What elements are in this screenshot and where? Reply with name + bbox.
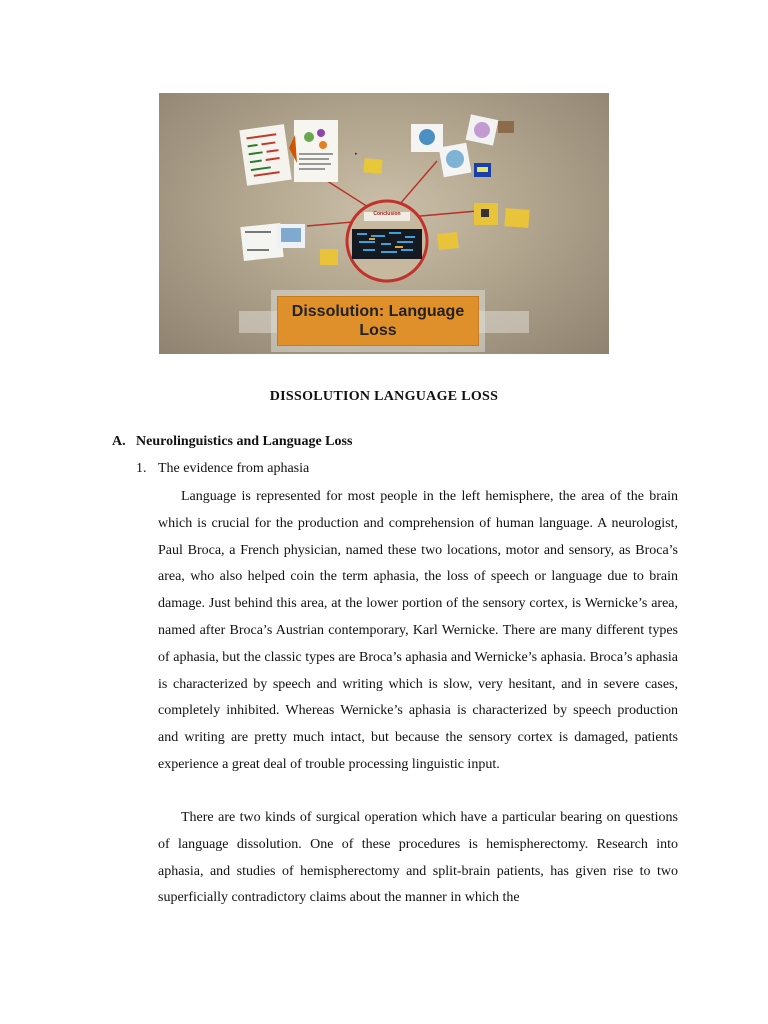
body-paragraph: There are two kinds of surgical operation which have a particular bearing on questions of language dissolution. One of these procedures is hemispherectomy. Research into aphasia, and studies of hemispherectomy and split-brain patients, has given rise to two superficially contradictory claims about the manner in which the (158, 810, 678, 906)
svg-text:▸: ▸ (355, 152, 358, 157)
section-heading-text: Neurolinguistics and Language Loss (136, 434, 353, 449)
presentation-image (159, 93, 609, 354)
left-card-group (240, 223, 305, 261)
title-banner (277, 296, 479, 346)
subsection-marker: 1. (136, 461, 147, 476)
subsection-heading (136, 461, 309, 477)
subsection-heading-text: The evidence from aphasia (158, 461, 310, 476)
document-title: DISSOLUTION LANGUAGE LOSS (269, 389, 499, 404)
banner-text: Dissolution: Language Loss (291, 303, 465, 339)
section-heading (112, 434, 352, 450)
picture-card-group (411, 114, 514, 177)
note-card-group (239, 120, 382, 186)
section-marker: A. (112, 434, 126, 449)
conclusion-label: Conclusion (373, 211, 401, 217)
body-paragraph: Language is represented for most people in the left hemisphere, the area of the brain which is crucial for the production and comprehension of human language. A neurologist, Paul Broca, a French physician, named these two locations, motor and sensory, as Broca’s area, who also helped coin the term aphasia, the loss of speech or language due to brain damage. Just behind this area, at the lower portion of the sensory cortex, is Wernicke’s area, named after Broca’s Austrian contemporary, Karl Wernicke. There are many different types of aphasia, but the classic types are Broca’s aphasia and Wernicke’s aphasia. Broca’s aphasia is characterized by speech and writing which is slow, very hesitant, and in severe cases, completely inhibited. Whereas Wernicke’s aphasia is characterized by speech production and writing are pretty much intact, but because the sensory cortex is damaged, patients experience a great deal of trouble processing linguistic input. (158, 489, 678, 772)
